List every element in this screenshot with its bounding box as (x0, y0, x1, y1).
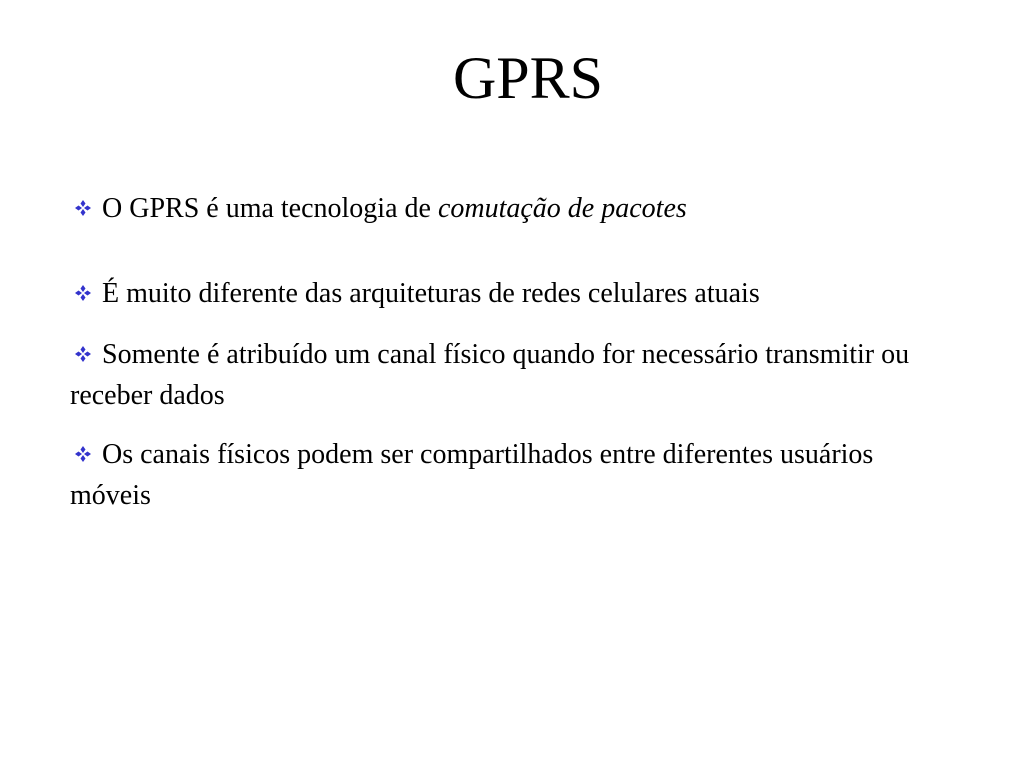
bullet-item (70, 188, 950, 229)
four-diamond-bullet-icon (73, 198, 93, 218)
bullet-text: É muito diferente das arquiteturas de redes celulares atuais (102, 278, 760, 309)
bullet-item (70, 334, 950, 416)
bullet-item (70, 434, 950, 516)
bullet-text: Somente é atribuído um canal físico quando for necessário transmitir ou receber dados (70, 339, 910, 411)
four-diamond-bullet-icon (73, 444, 93, 464)
four-diamond-bullet-icon (73, 283, 93, 303)
four-diamond-bullet-icon (73, 344, 93, 364)
bullet-emphasis: comutação de pacotes (437, 193, 687, 224)
bullet-text: Os canais físicos podem ser compartilhados entre diferentes usuários móveis (70, 439, 874, 511)
bullet-list (70, 188, 950, 516)
slide-title: GPRS (452, 45, 604, 111)
bullet-text: O GPRS é uma tecnologia de (102, 193, 438, 224)
bullet-item (70, 273, 950, 314)
